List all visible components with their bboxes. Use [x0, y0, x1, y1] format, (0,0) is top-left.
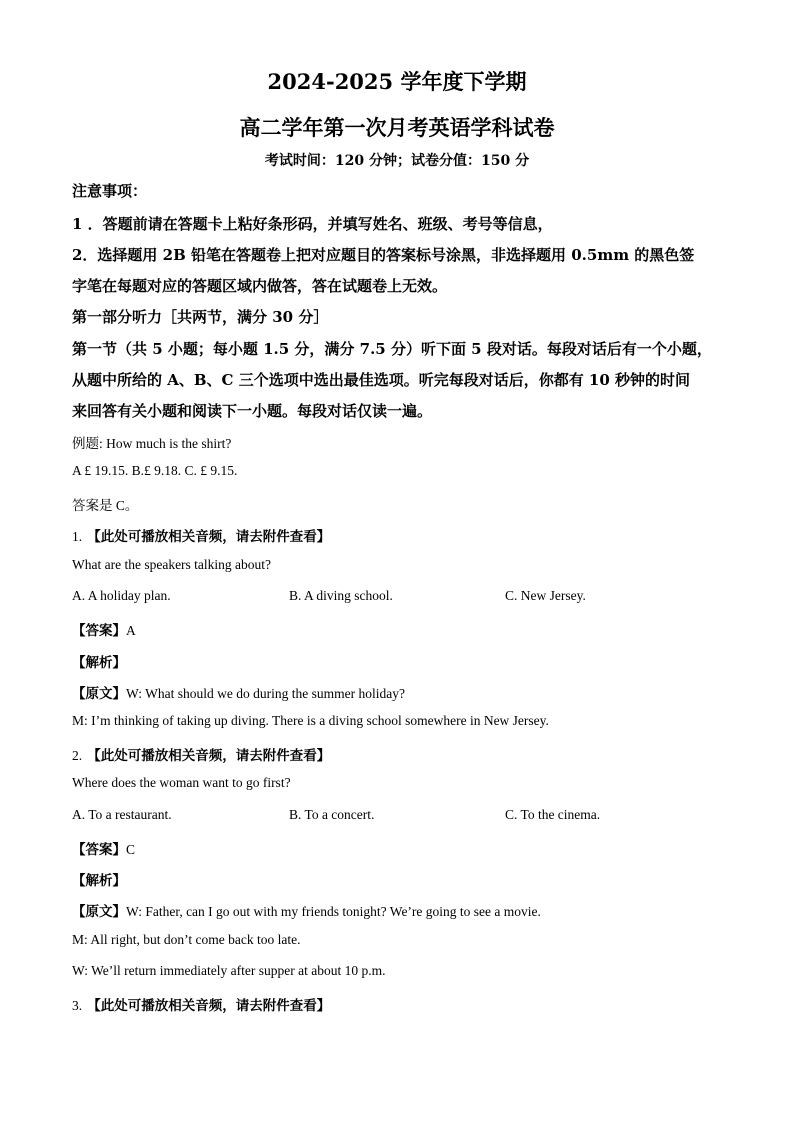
question-2-option-a: A. To a restaurant. — [72, 807, 172, 822]
question-number: 2. — [72, 748, 83, 763]
notice-item-2-line2: 字笔在每题对应的答题区域内做答，答在试题卷上无效。 — [72, 277, 448, 295]
question-2-transcript-line1 — [72, 900, 541, 920]
question-2-analysis-tag: 【解析】 — [72, 873, 126, 889]
transcript-tag: 【原文】 — [72, 904, 126, 920]
question-1-option-c: C. New Jersey. — [505, 588, 586, 603]
question-number: 1. — [72, 529, 83, 544]
section1-instructions-line2: 从题中所给的 A、B、C 三个选项中选出最佳选项。听完每段对话后，你都有 10 秒钟的时间 — [72, 371, 691, 389]
exam-title-term: 2024-2025 学年度下学期 — [267, 69, 527, 94]
answer-tag: 【答案】 — [72, 623, 126, 639]
question-1-analysis-tag: 【解析】 — [72, 655, 126, 671]
example-options: A £ 19.15. B.£ 9.18. C. £ 9.15. — [72, 463, 238, 478]
question-1-option-a: A. A holiday plan. — [72, 588, 171, 603]
question-1-text: What are the speakers talking about? — [72, 557, 272, 572]
transcript-text: W: Father, can I go out with my friends tonight? We’re going to see a movie. — [126, 904, 541, 919]
exam-title-subject: 高二学年第一次月考英语学科试卷 — [239, 115, 555, 140]
section1-instructions-line3: 来回答有关小题和阅读下一小题。每段对话仅读一遍。 — [72, 402, 433, 420]
question-2-option-c: C. To the cinema. — [505, 807, 601, 822]
transcript-text: W: What should we do during the summer holiday? — [126, 686, 405, 701]
question-3-header — [72, 994, 330, 1014]
audio-placeholder: 【此处可播放相关音频，请去附件查看】 — [87, 529, 331, 545]
audio-placeholder: 【此处可播放相关音频，请去附件查看】 — [87, 748, 331, 764]
example-question: 例题: How much is the shirt? — [72, 436, 232, 451]
audio-placeholder: 【此处可播放相关音频，请去附件查看】 — [87, 998, 331, 1014]
question-1-answer — [72, 619, 136, 639]
question-number: 3. — [72, 998, 83, 1013]
answer-value: A — [126, 623, 136, 638]
transcript-tag: 【原文】 — [72, 686, 126, 702]
answer-value: C — [126, 842, 136, 857]
question-2-transcript-line3: W: We’ll return immediately after supper at about 10 p.m. — [72, 963, 386, 978]
example-answer: 答案是 C。 — [72, 498, 139, 513]
question-2-answer — [72, 838, 135, 858]
section1-instructions-line1: 第一节（共 5 小题；每小题 1.5 分，满分 7.5 分）听下面 5 段对话。每段对话后有一个小题， — [72, 340, 712, 358]
question-1-transcript-line2: M: I’m thinking of taking up diving. There is a diving school somewhere in New Jersey. — [72, 713, 549, 728]
question-1-transcript-line1 — [72, 682, 405, 702]
notice-heading: 注意事项： — [72, 182, 148, 200]
question-2-option-b: B. To a concert. — [289, 807, 375, 822]
question-1-option-b: B. A diving school. — [289, 588, 393, 603]
question-1-header — [72, 525, 330, 545]
exam-time-score: 考试时间：120 分钟；试卷分值：150 分 — [264, 153, 530, 169]
notice-item-2-line1: 2．选择题用 2B 铅笔在答题卷上把对应题目的答案标号涂黑，非选择题用 0.5mm 的黑色签 — [72, 246, 695, 264]
answer-tag: 【答案】 — [72, 842, 126, 858]
notice-item-1: 1 ．答题前请在答题卡上粘好条形码，并填写姓名、班级、考号等信息， — [72, 215, 553, 233]
question-2-transcript-line2: M: All right, but don’t come back too late. — [72, 932, 301, 947]
question-2-header — [72, 744, 330, 764]
question-2-text: Where does the woman want to go first? — [72, 775, 291, 790]
part1-heading: 第一部分听力［共两节，满分 30 分］ — [72, 308, 329, 326]
